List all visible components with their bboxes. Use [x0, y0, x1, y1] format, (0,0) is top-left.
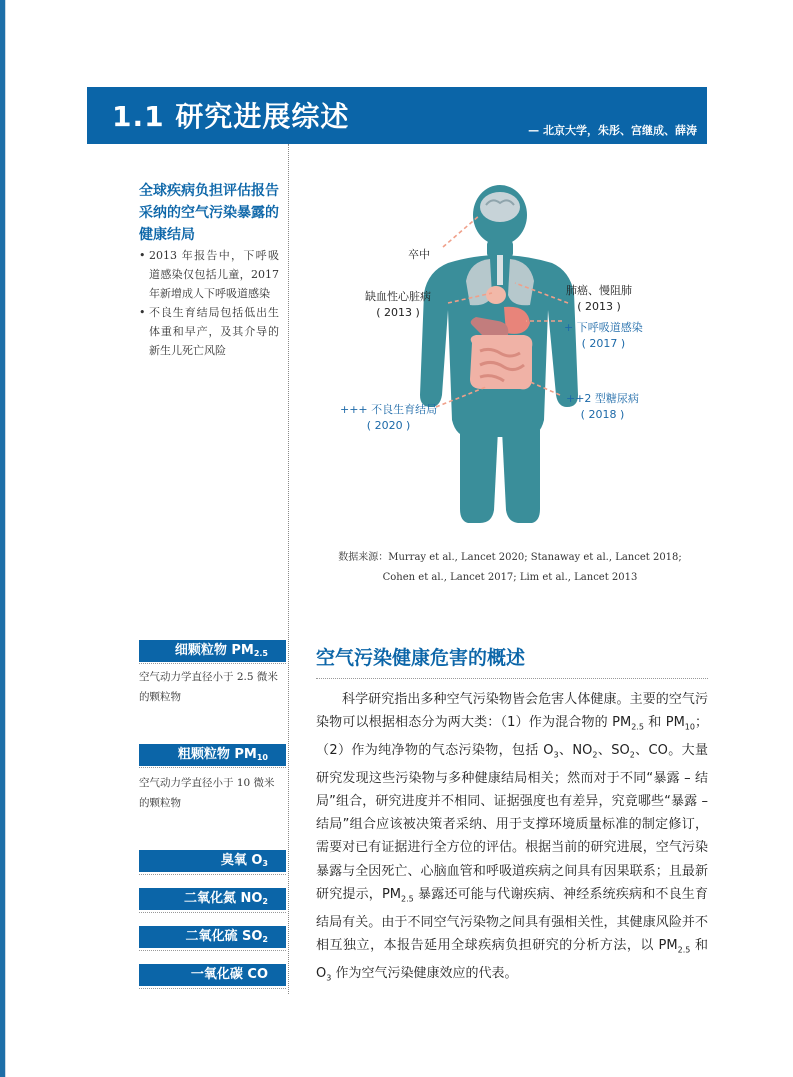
divider	[139, 950, 286, 951]
pollutant-desc-pm10: 空气动力学直径小于 10 微米的颗粒物	[139, 777, 275, 809]
pollutant-desc-pm25: 空气动力学直径小于 2.5 微米的颗粒物	[139, 671, 278, 703]
divider	[139, 874, 286, 875]
pollutant-label-no2: 二氧化氮 $NO_2$	[139, 888, 286, 910]
pollutant-label-o3: 臭氧 $O_3$	[139, 850, 286, 872]
column-divider	[288, 144, 289, 994]
section-body: 科学研究指出多种空气污染物皆会危害人体健康。主要的空气污染物可以根据相态分为两大类：（1）作为混合物的 $PM_{2.5}$ 和 $PM_{10}$；（2）作为纯净物的气态污染物，包括 $O_3$、$NO_2$、$SO_2$、CO。大量研究发现这些污染物与多种健康结局相关；然而对于不同“暴露 – 结局”组合，研究进度并不相同、证据强度也有差异，究竟哪些“暴露 – 结局”组合应该被决策者采纳、用于支撑环境质量标准的制定修订，需要对已有证据进行全方位的评估。根据当前的研究进展，空气污染暴露与全因死亡、心脑血管和呼吸道疾病之间具有因果联系；且最新研究提示，$PM_{2.5}$ 暴露还可能与代谢疾病、神经系统疾病和不良生育结局有关。由于不同空气污染物之间具有强相关性，其健康风险并不相互独立，本报告延用全球疾病负担研究的分析方法，以 $PM_{2.5}$ 和 $O_3$ 作为空气污染健康效应的代表。	[316, 692, 708, 983]
brain-icon	[480, 192, 520, 222]
sidebar-bullets	[139, 246, 279, 360]
author-line: — 北京大学，朱彤、宫继成、薛涛	[528, 124, 697, 137]
label-ihd: 缺血性心脏病 ( 2013 )	[365, 290, 431, 319]
page-title: 1.1 研究进展综述	[112, 100, 350, 133]
divider	[139, 663, 286, 664]
body-figure	[320, 175, 700, 535]
pollutant-label-pm25: 细颗粒物 $PM_{2.5}$	[139, 640, 286, 662]
label-type2-diabetes: ++2 型糖尿病 ( 2018 )	[566, 392, 639, 421]
pollutant-label-so2: 二氧化硫 $SO_2$	[139, 926, 286, 948]
label-lung-cancer-copd: 肺癌、慢阻肺 ( 2013 )	[566, 284, 632, 313]
figure-source: 数据来源：Murray et al., Lancet 2020; Stanaway et al., Lancet 2018; Cohen et al., Lancet 2017; Lim et al., Lancet 2013	[338, 552, 682, 583]
divider	[139, 767, 286, 768]
sidebar-heading: 全球疾病负担评估报告采纳的空气污染暴露的健康结局	[139, 183, 279, 243]
label-stroke: 卒中	[408, 248, 430, 261]
human-body-illustration	[320, 175, 700, 535]
sidebar-bullet: • 2013 年报告中，下呼吸道感染仅包括儿童，2017 年新增成人下呼吸道感染	[139, 246, 279, 303]
pollutant-label-pm10: 粗颗粒物 $PM_{10}$	[139, 744, 286, 766]
label-adverse-birth-outcomes: +++ 不良生育结局 ( 2020 )	[340, 403, 438, 432]
heart-icon	[486, 286, 506, 304]
section-title: 空气污染健康危害的概述	[316, 647, 526, 669]
pollutant-label-co: 一氧化碳 CO	[139, 964, 286, 986]
label-lower-respiratory-infection: + 下呼吸道感染 ( 2017 )	[564, 321, 643, 350]
divider	[139, 912, 286, 913]
sidebar-bullet: • 不良生育结局包括低出生体重和早产，及其介导的新生儿死亡风险	[139, 303, 279, 360]
page-edge-line	[5, 0, 6, 1077]
divider	[139, 988, 286, 989]
section-divider	[316, 678, 708, 679]
title-banner	[87, 87, 707, 144]
